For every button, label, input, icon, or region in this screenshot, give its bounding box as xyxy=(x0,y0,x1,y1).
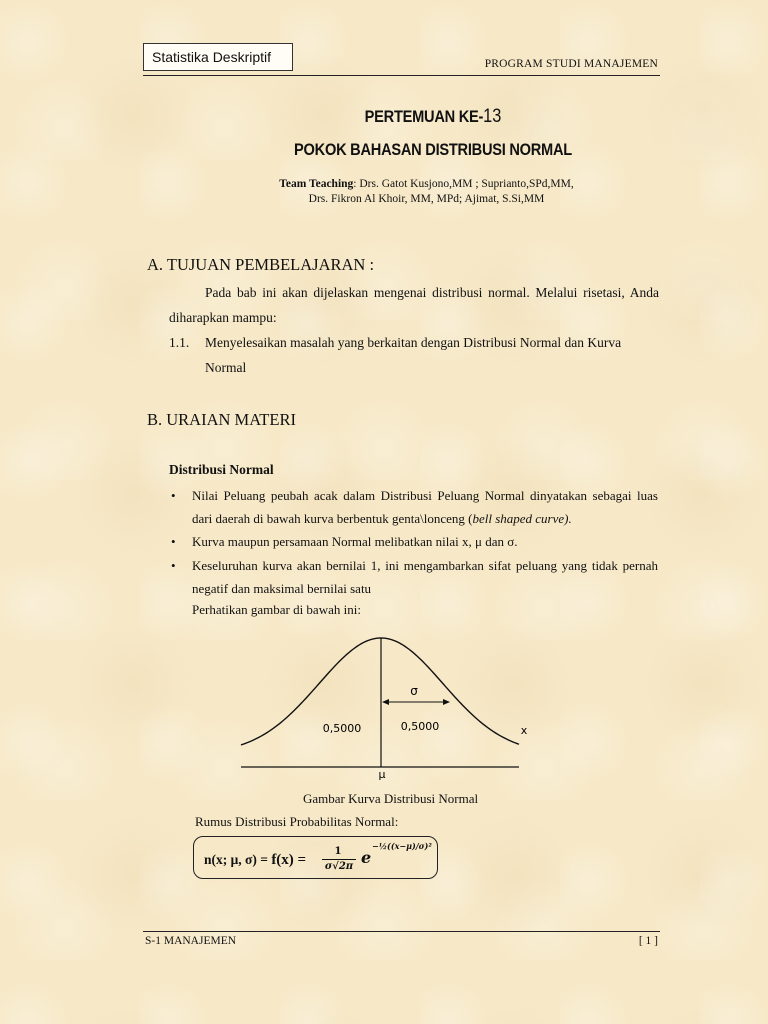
normal-curve-chart xyxy=(236,630,536,790)
team-teaching xyxy=(0,177,768,207)
formula-box xyxy=(193,836,438,879)
section-a-text: Pada bab ini akan dijelaskan mengenai distribusi normal. Melalui risetasi, Anda diharapkan mampu: xyxy=(169,285,659,325)
section-a-heading: A. TUJUAN PEMBELAJARAN : xyxy=(147,255,375,274)
footer-left: S-1 MANAJEMEN xyxy=(145,935,237,947)
bullet1-italic: bell shaped curve). xyxy=(472,511,572,526)
right-area-label: 0,5000 xyxy=(400,720,440,733)
bullet-dot: • xyxy=(171,488,176,503)
team-label: Team Teaching xyxy=(279,178,354,190)
header-program: PROGRAM STUDI MANAJEMEN xyxy=(484,58,658,70)
course-title: Statistika Deskriptif xyxy=(152,49,272,65)
meeting-title xyxy=(61,106,768,128)
bullet1-text: Nilai Peluang peubah acak dalam Distribusi Peluang Normal dinyatakan sebagai luas dari daerah di bawah kurva berbentuk genta\lonceng ( xyxy=(192,488,658,526)
formula-e: e xyxy=(361,848,372,867)
formula-n: n(x; μ, σ) = xyxy=(204,852,272,867)
bullet-dot: • xyxy=(171,534,176,549)
footer-divider xyxy=(143,931,660,932)
team-members-1: : Drs. Gatot Kusjono,MM ; Suprianto,SPd,MM, xyxy=(353,178,574,190)
subheading: Distribusi Normal xyxy=(169,462,274,477)
team-members-2: Drs. Fikron Al Khoir, MM, MPd; Ajimat, S.Si,MM xyxy=(308,193,545,205)
section-a-paragraph xyxy=(169,280,659,330)
formula-label: Rumus Distribusi Probabilitas Normal: xyxy=(195,814,399,829)
sigma-arrow-left-head xyxy=(382,699,389,705)
bullet-text xyxy=(192,484,658,530)
formula-fx: f(x) = xyxy=(271,852,307,868)
fraction-bar xyxy=(322,859,356,860)
sigma-label: σ xyxy=(410,684,418,698)
formula-exponent: −½((x−μ)/σ)² xyxy=(372,841,432,851)
figure-caption: Gambar Kurva Distribusi Normal xyxy=(303,791,479,806)
look-text: Perhatikan gambar di bawah ini: xyxy=(192,602,361,617)
bullet-dot: • xyxy=(171,558,176,573)
formula-denominator: σ√2π xyxy=(324,861,354,872)
mean-label: μ xyxy=(378,768,386,781)
x-axis-label: x xyxy=(520,724,528,737)
left-area-label: 0,5000 xyxy=(322,722,362,735)
objective-text: Menyelesaikan masalah yang berkaitan dengan Distribusi Normal dan Kurva Normal xyxy=(205,335,622,375)
bullet3-text: Keseluruhan kurva akan bernilai 1, ini mengambarkan sifat peluang yang tidak pernah negatif dan maksimal bernilai satu xyxy=(192,558,658,596)
page-number: [ 1 ] xyxy=(638,935,658,947)
formula-lhs xyxy=(204,852,306,869)
bullet2-text: Kurva maupun persamaan Normal melibatkan nilai x, μ dan σ. xyxy=(192,534,518,549)
objective-number: 1.1. xyxy=(169,335,190,350)
header-course-box xyxy=(143,43,293,71)
sigma-arrow-right-head xyxy=(443,699,450,705)
normal-curve xyxy=(241,638,519,745)
meeting-prefix: PERTEMUAN KE- xyxy=(364,107,484,126)
meeting-number: 13 xyxy=(483,106,502,127)
section-b-heading: B. URAIAN MATERI xyxy=(147,410,296,429)
header-divider xyxy=(143,75,660,76)
formula-numerator: 1 xyxy=(334,846,342,857)
team-line1 xyxy=(0,177,768,192)
topic-title: POKOK BAHASAN DISTRIBUSI NORMAL xyxy=(294,140,572,159)
